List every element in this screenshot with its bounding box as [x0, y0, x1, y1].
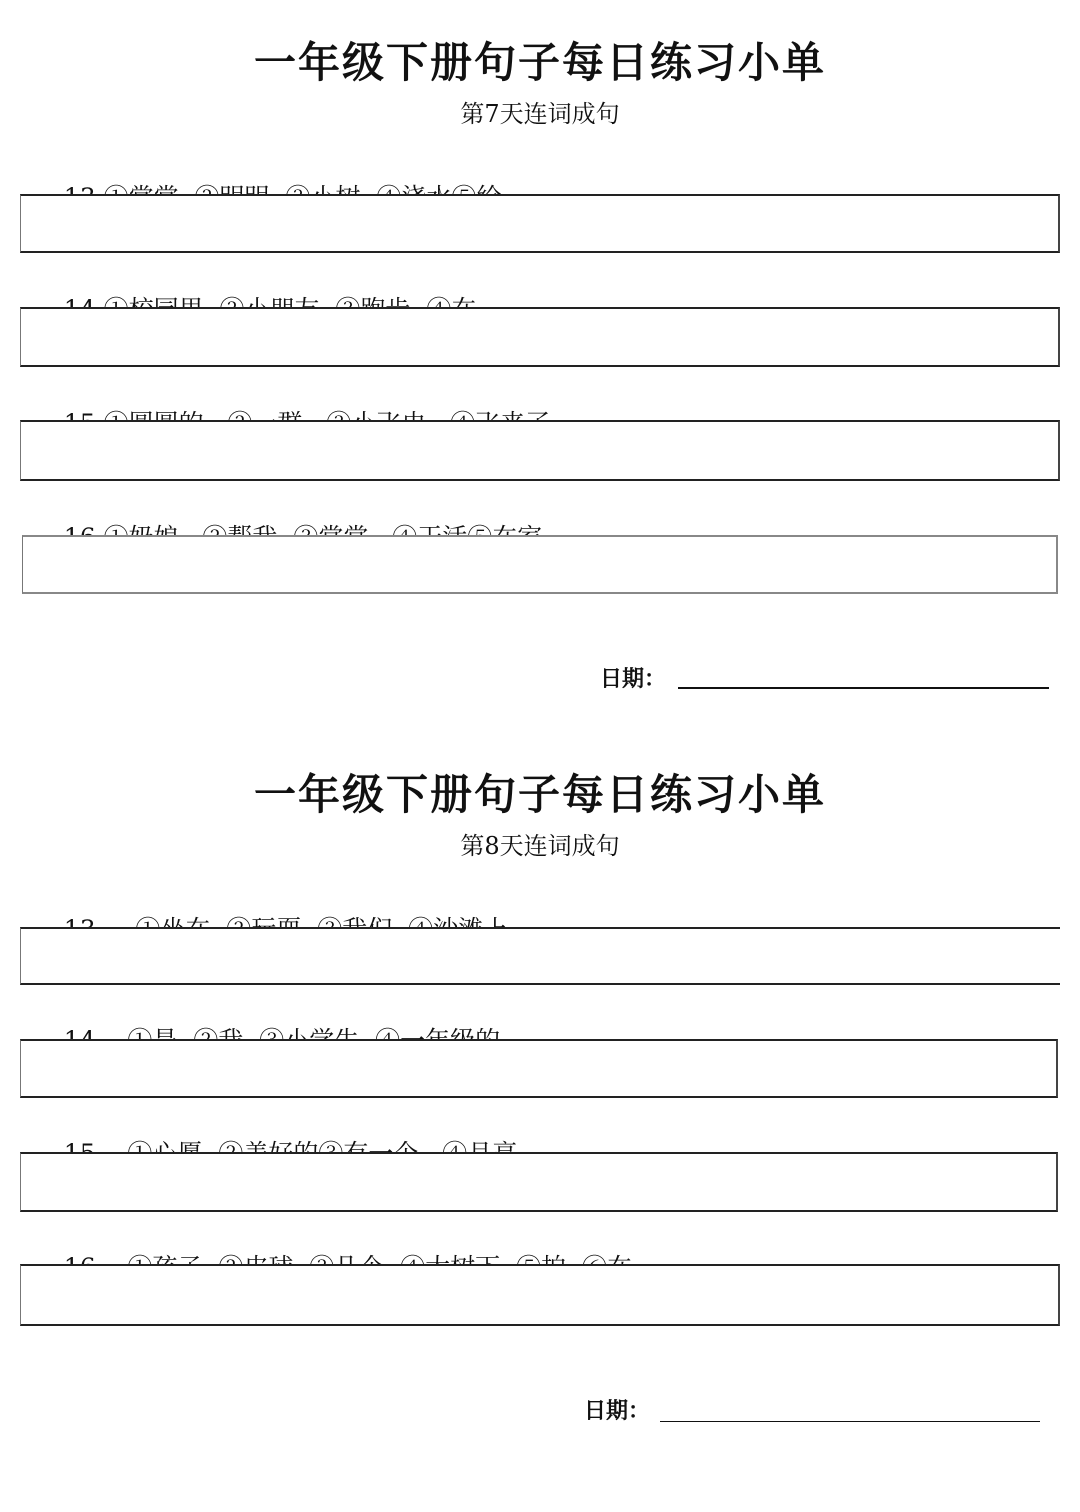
worksheet-subtitle: 第8天连词成句 [460, 832, 620, 860]
date-label: 日期： [584, 1399, 651, 1424]
worksheet-day-8 [0, 732, 1080, 1462]
worksheet-day-7 [0, 0, 1080, 730]
answer-box[interactable] [20, 1264, 1060, 1326]
answer-box[interactable] [20, 420, 1060, 481]
worksheet-title: 一年级下册句子每日练习小单 [253, 38, 826, 87]
answer-box[interactable] [20, 1152, 1058, 1212]
date-field[interactable] [660, 1421, 1040, 1422]
date-field[interactable] [678, 687, 1049, 689]
date-label: 日期： [600, 667, 667, 692]
worksheet-subtitle: 第7天连词成句 [460, 100, 620, 128]
answer-box[interactable] [20, 194, 1060, 253]
answer-box[interactable] [20, 927, 1060, 985]
worksheet-title: 一年级下册句子每日练习小单 [253, 770, 826, 819]
answer-box[interactable] [22, 535, 1058, 594]
answer-box[interactable] [20, 1039, 1058, 1098]
answer-box[interactable] [20, 307, 1060, 367]
